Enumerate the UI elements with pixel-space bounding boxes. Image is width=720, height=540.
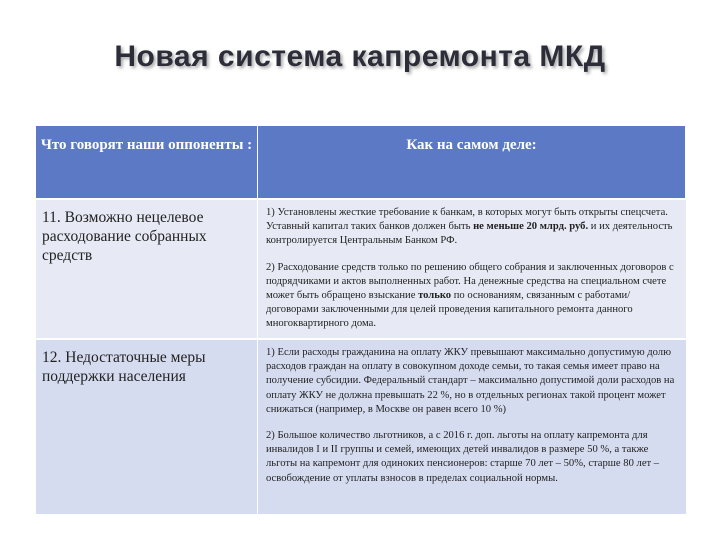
answer-11-paragraph-1: 1) Установлены жесткие требование к банкам, в которых могут быть открыты спецсчета. Уставный капитал таких банков должен быть не меньше 20 млрд. руб. и их деятельность контролируется Центральным Банком РФ.	[266, 207, 673, 247]
answer-11-bold-capital: не меньше 20 млрд. руб.	[473, 221, 589, 233]
claim-cell-11: 11. Возможно нецелевое расходование собранных средств	[36, 198, 258, 338]
answer-cell-12	[258, 338, 686, 514]
comparison-table	[36, 126, 686, 514]
slide-title: Новая система капремонта МКД	[114, 40, 606, 73]
header-reality: Как на самом деле:	[258, 126, 686, 198]
answer-11-paragraph-2: 2) Расходование средств только по решению общего собрания и заключенных договоров с подрядчиками и актов выполненных работ. На денежные средства на специальном счете может быть обращено взыскание только по основаниям, связанным с работами/договорами заключенными для целей проведения капитального ремонта данного многоквартирного дома.	[266, 261, 674, 330]
answer-12-paragraph-1: 1) Если расходы гражданина на оплату ЖКУ превышают максимально допустимую долю расходов граждан на оплату в совокупном доходе семьи, то такая семья имеет право на получение субсидии. Федеральный стандарт – максимально допустимой доли расходов на оплату ЖКУ не должна превышать 22 %, но в отдельных регионах такой процент может снижаться (например, в Москве он равен всего 10 %)	[266, 347, 675, 415]
claim-cell-12: 12. Недостаточные меры поддержки населения	[36, 338, 258, 514]
header-opponents: Что говорят наши оппоненты :	[36, 126, 258, 198]
answer-11-bold-only: только	[418, 290, 452, 302]
answer-cell-11	[258, 198, 686, 338]
answer-12-paragraph-2: 2) Большое количество льготников, а с 2016 г. доп. льготы на оплату капремонта для инвалидов I и II группы и семей, имеющих детей инвалидов в размере 50 %, а также льготы на капремонт для одиноких пенсионеров: старше 70 лет – 50%, старше 80 лет – освобождение от уплаты взносов в пределах социальной нормы.	[266, 430, 660, 484]
